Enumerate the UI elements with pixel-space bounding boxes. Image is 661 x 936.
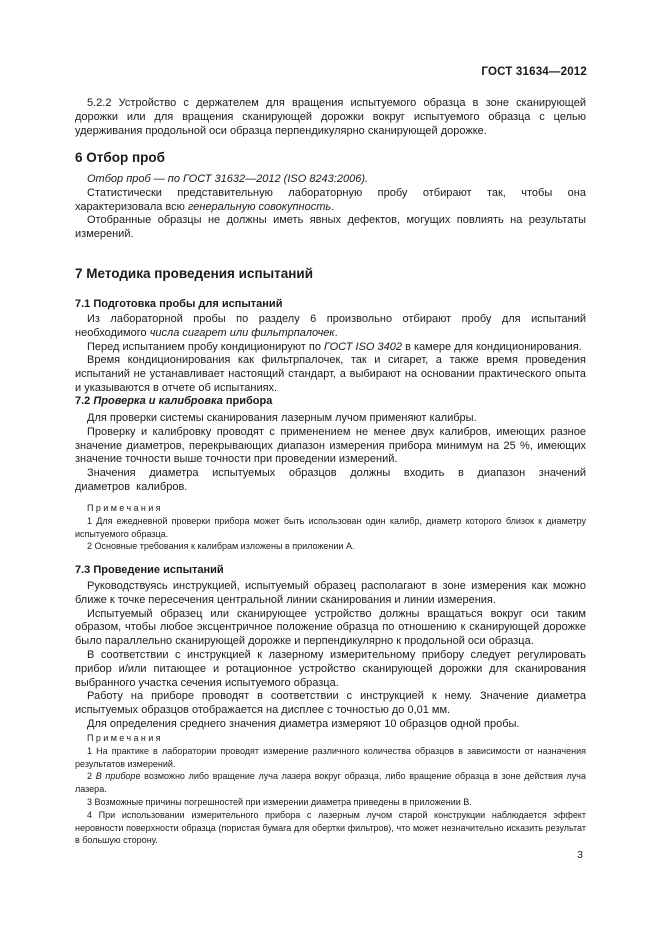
italic-text: ГОСТ ISO 3402 <box>324 340 403 353</box>
paragraph: Для проверки системы сканирования лазерным лучом применяют калибры. <box>87 412 477 424</box>
section-7-heading: 7 Методика проведения испытаний <box>75 266 314 281</box>
note-item: 1 На практике в лаборатории проводят измерение различного количества образцов в зависимости от назначения результатов измерений. <box>75 745 586 769</box>
section-6-body <box>75 173 586 242</box>
note-item: 4 При использовании измерительного прибора с лазерным лучом старой конструкции наблюдается эффект неровности поверхности образца (пористая бумага для обертки фильтров), что может незначительно исказить результат в большую сторону. <box>75 809 586 846</box>
section-7-3-heading: 7.3 Проведение испытаний <box>75 564 224 576</box>
paragraph: Статистически представительную лабораторную пробу отбирают так, чтобы она характеризовала всю генеральную совокупность. <box>75 186 586 213</box>
notes-label: Примечания <box>87 733 163 743</box>
section-7-2-body <box>75 412 586 495</box>
paragraph: Перед испытанием пробу кондиционируют по ГОСТ ISO 3402 в камере для кондиционирования. <box>87 340 582 353</box>
section-7-2-notes <box>75 502 586 553</box>
note-item: 2 Основные требования к калибрам изложены в приложении А. <box>87 541 355 552</box>
clause-5-2-2 <box>75 97 586 138</box>
section-7-3-notes <box>75 732 586 847</box>
paragraph: Работу на приборе проводят в соответствии с инструкцией к нему. Значение диаметра испытуемых образцов отображается на дисплее с точностью до 0,01 мм. <box>75 690 586 717</box>
document-header: ГОСТ 31634—2012 <box>481 66 587 78</box>
italic-text: генеральную совокупность <box>187 200 332 213</box>
page-number: 3 <box>577 849 583 861</box>
italic-text: числа сигарет или фильтрпалочек <box>149 326 335 339</box>
section-6-heading: 6 Отбор проб <box>75 150 165 165</box>
paragraph: Время кондиционирования как фильтрпалочек, так и сигарет, а также время проведения испытаний не устанавливает настоящий стандарт, а выбирают на основании практического опыта и указываются в отчете об испытаниях. <box>75 354 586 394</box>
paragraph: В соответствии с инструкцией к лазерному измерительному прибору следует регулировать прибор и/или питающее и ротационное устройство сканирующей дорожки для сканирования выбранного участка сечения испытуемого образца. <box>75 648 586 689</box>
section-7-1-body <box>75 313 586 396</box>
section-7-2-heading: 7.2 Проверка и калибровка прибора <box>75 395 273 407</box>
paragraph: Значения диаметра испытуемых образцов должны входить в диапазон значений диаметров калибров. <box>75 467 586 493</box>
paragraph: Из лабораторной пробы по разделу 6 произвольно отбирают пробу для испытаний необходимого числа сигарет или фильтрпалочек. <box>75 313 586 339</box>
paragraph: Испытуемый образец или сканирующее устройство должны вращаться вокруг оси таким образом, чтобы любое эксцентричное положение образца по отношению к сканирующей дорожке было параллельно сканирующей дорожке и перпендикулярно к продольной оси образца. <box>75 607 586 648</box>
section-7-1-heading: 7.1 Подготовка пробы для испытаний <box>75 298 283 310</box>
note-item: 2 В приборе возможно либо вращение луча лазера вокруг образца, либо вращение образца в зоне действия луча лазера. <box>75 771 586 795</box>
italic-text: Отбор проб — по ГОСТ 31632—2012 (ISO 8243:2006). <box>87 173 369 185</box>
paragraph <box>75 173 586 187</box>
note-item: 3 Возможные причины погрешностей при измерении диаметра приведены в приложении В. <box>87 796 472 807</box>
paragraph: Отобранные образцы не должны иметь явных дефектов, могущих повлиять на результаты измерений. <box>75 214 586 241</box>
note-item: 1 Для ежедневной проверки прибора может быть использован один калибр, диаметр которого близок к диаметру испытуемого образца. <box>75 515 586 539</box>
paragraph: 5.2.2 Устройство с держателем для вращения испытуемого образца в зоне сканирующей дорожки или для вращения сканирующей дорожки вокруг испытуемого образца с целью удерживания продольной оси образца перпендикулярно сканирующей дорожке. <box>75 97 586 137</box>
paragraph: Проверку и калибровку проводят с применением не менее двух калибров, имеющих разное значение диаметров, перекрывающих диапазон измерения прибора минимум на 25 %, имеющих значение точности выше точности при проведении измерений. <box>75 425 586 466</box>
italic-text: В прибор <box>95 771 136 782</box>
paragraph: Для определения среднего значения диаметра измеряют 10 образцов одной пробы. <box>87 717 520 730</box>
notes-label: Примечания <box>87 503 163 513</box>
paragraph: Руководствуясь инструкцией, испытуемый образец располагают в зоне измерения как можно ближе к точке пересечения центральной линии сканирования и линии измерения. <box>75 580 586 606</box>
section-7-3-body <box>75 580 586 732</box>
